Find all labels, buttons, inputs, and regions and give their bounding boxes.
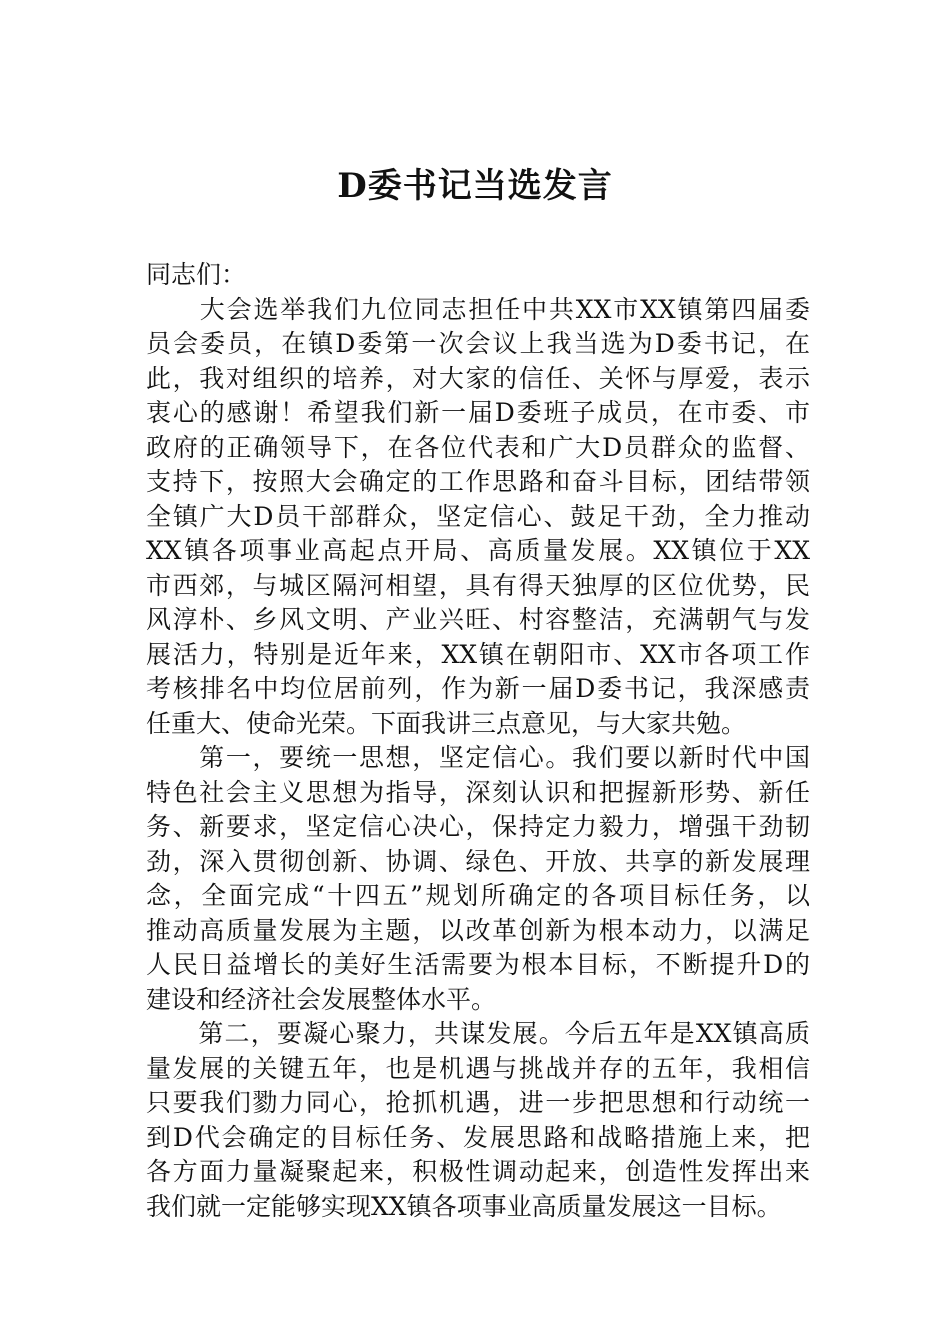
text-line: 劲，深入贯彻创新、协调、绿色、开放、共享的新发展理 (146, 846, 810, 876)
text-line: 政府的正确领导下，在各位代表和广大D员群众的监督、 (146, 432, 810, 462)
text-line: 大会选举我们九位同志担任中共XX市XX镇第四届委 (146, 294, 810, 324)
salutation: 同志们： (146, 260, 247, 289)
text-line: 我们就一定能够实现XX镇各项事业高质量发展这一目标。 (146, 1191, 782, 1221)
text-line: 员会委员，在镇D委第一次会议上我当选为D委书记，在 (146, 329, 810, 358)
text-line: 展活力，特别是近年来，XX镇在朝阳市、XX市各项工作 (146, 639, 810, 669)
text-line: 各方面力量凝聚起来，积极性调动起来，创造性发挥出来 (146, 1157, 810, 1186)
text-line: 支持下，按照大会确定的工作思路和奋斗目标，团结带领 (146, 467, 810, 496)
text-line: 特色社会主义思想为指导，深刻认识和把握新形势、新任 (146, 777, 810, 807)
text-line: 衷心的感谢！希望我们新一届D委班子成员，在市委、市 (146, 398, 810, 427)
text-line: 量发展的关键五年，也是机遇与挑战并存的五年，我相信 (146, 1053, 810, 1083)
document-title: D委书记当选发言 (337, 166, 613, 206)
text-line: 人民日益增长的美好生活需要为根本目标，不断提升D的 (146, 950, 810, 979)
text-line: 务、新要求，坚定信心决心，保持定力毅力，增强干劲韧 (146, 812, 810, 841)
text-line: 风淳朴、乡风文明、产业兴旺、村容整洁，充满朝气与发 (146, 605, 810, 634)
text-line: 任重大、使命光荣。下面我讲三点意见，与大家共勉。 (146, 708, 747, 738)
text-line: 推动高质量发展为主题，以改革创新为根本动力，以满足 (146, 915, 810, 945)
text-line: 建设和经济社会发展整体水平。 (146, 984, 497, 1014)
text-line: 此，我对组织的培养，对大家的信任、关怀与厚爱，表示 (146, 363, 810, 393)
document-body (146, 258, 810, 1224)
text-line: 第二，要凝心聚力，共谋发展。今后五年是XX镇高质 (146, 1019, 810, 1048)
text-line: 第一，要统一思想，坚定信心。我们要以新时代中国 (146, 743, 810, 772)
text-line: 全镇广大D员干部群众，坚定信心、鼓足干劲，全力推动 (146, 501, 810, 531)
text-line: 考核排名中均位居前列，作为新一届D委书记，我深感责 (146, 674, 810, 703)
text-line: 只要我们勠力同心，抢抓机遇，进一步把思想和行动统一 (146, 1088, 810, 1117)
text-line: 市西郊，与城区隔河相望，具有得天独厚的区位优势，民 (146, 570, 810, 600)
text-line: XX镇各项事业高起点开局、高质量发展。XX镇位于XX (146, 536, 810, 565)
text-line: 到D代会确定的目标任务、发展思路和战略措施上来，把 (146, 1122, 810, 1152)
text-line: 念，全面完成“十四五”规划所确定的各项目标任务，以 (146, 881, 810, 910)
